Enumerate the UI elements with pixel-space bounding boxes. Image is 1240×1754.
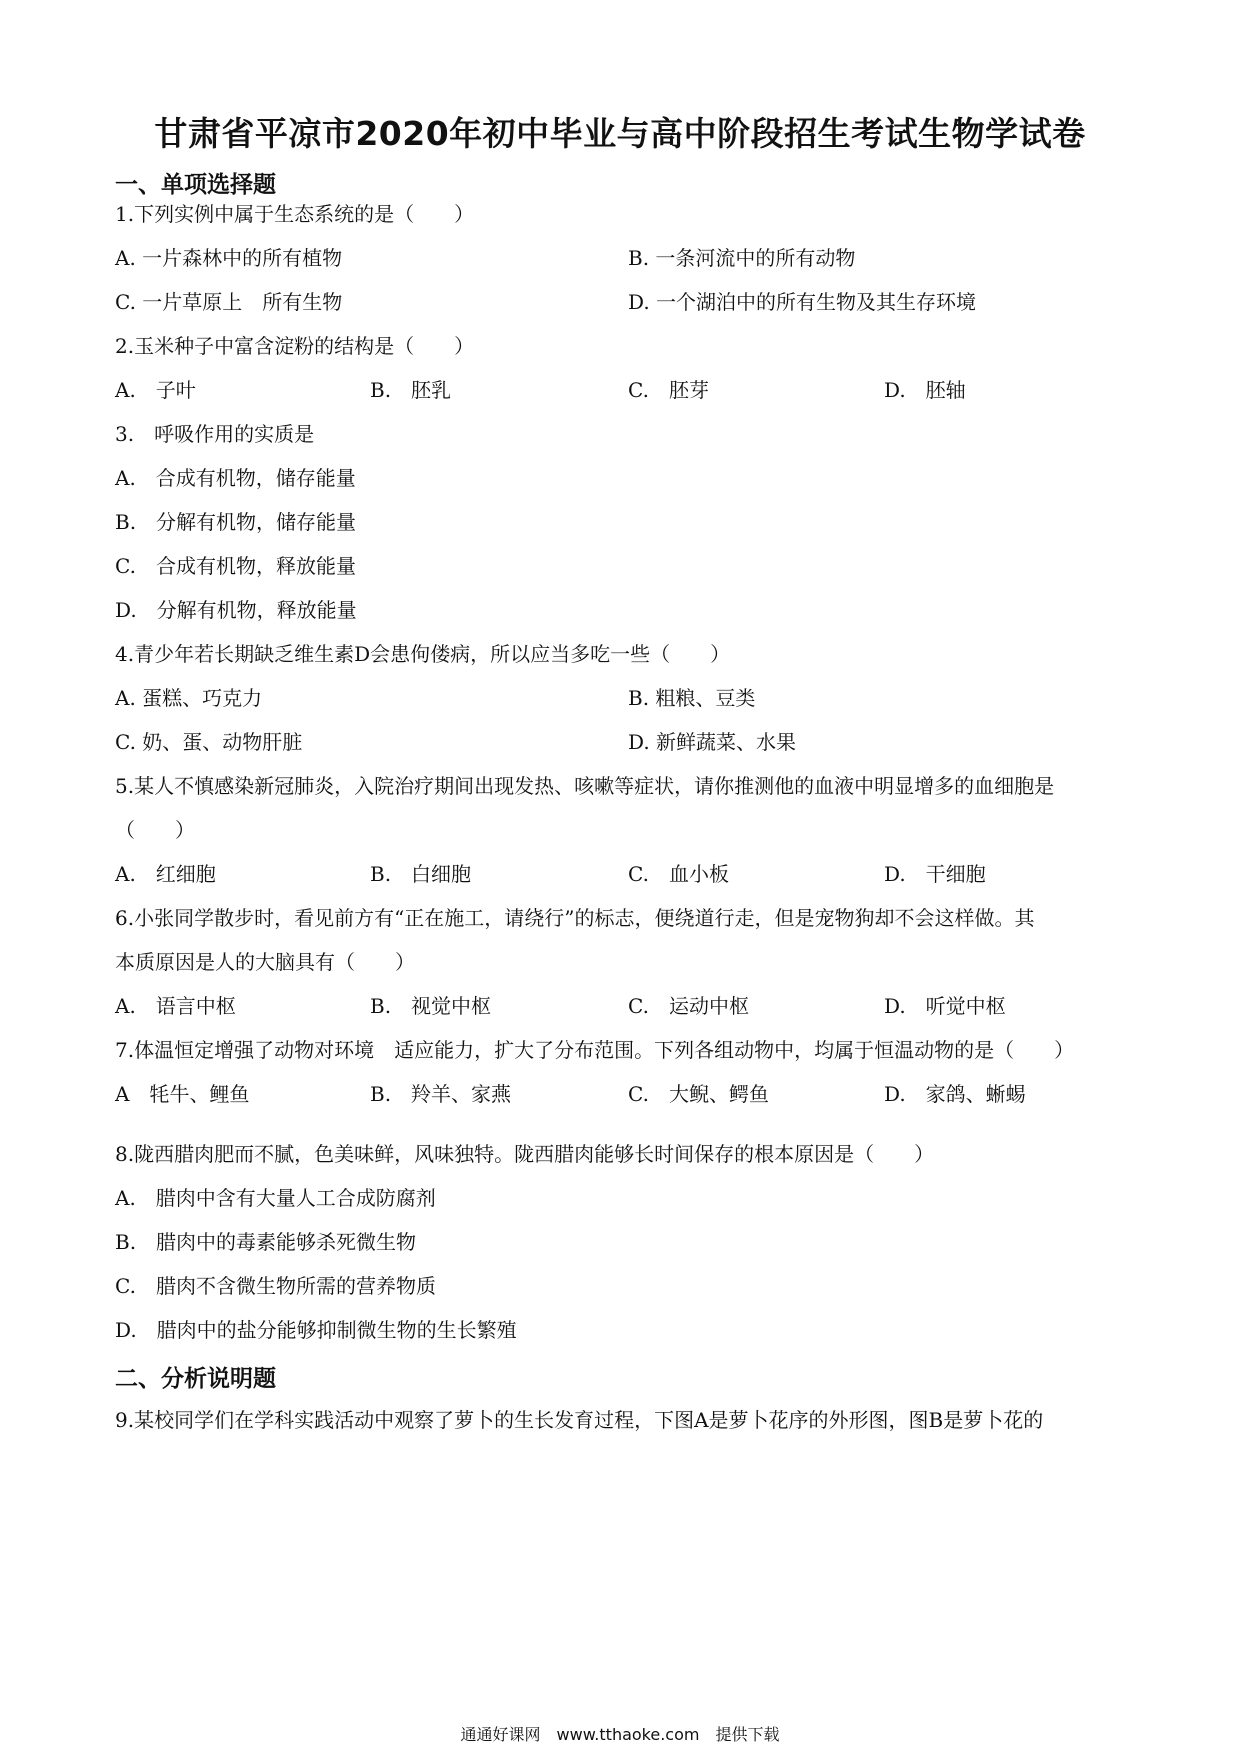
question-4-option-b: B. 粗粮、豆类 <box>628 686 756 710</box>
question-3-option-c: C. 合成有机物，释放能量 <box>115 554 356 578</box>
question-7-option-c: C. 大鲵、鳄鱼 <box>628 1082 769 1106</box>
question-3-option-a: A. 合成有机物，储存能量 <box>115 466 356 490</box>
section-heading-analysis: 二、分析说明题 <box>115 1366 276 1392</box>
question-4-option-d: D. 新鲜蔬菜、水果 <box>628 730 797 754</box>
question-2-option-d: D. 胚轴 <box>884 378 966 402</box>
question-1-option-c: C. 一片草原上 所有生物 <box>115 290 343 314</box>
question-9-stem: 9.某校同学们在学科实践活动中观察了萝卜的生长发育过程，下图A是萝卜花序的外形图，图B是萝卜花的 <box>115 1408 1044 1432</box>
question-6-stem: 6.小张同学散步时，看见前方有“正在施工，请绕行”的标志，便绕道行走，但是宠物狗却不会这样做。其 <box>115 906 1035 930</box>
question-7-option-b: B. 羚羊、家燕 <box>370 1082 512 1106</box>
question-8-option-b: B. 腊肉中的毒素能够杀死微生物 <box>115 1230 417 1254</box>
question-6-option-d: D. 听觉中枢 <box>884 994 1006 1018</box>
question-1-option-b: B. 一条河流中的所有动物 <box>628 246 856 270</box>
question-6-option-c: C. 运动中枢 <box>628 994 749 1018</box>
question-8-stem: 8.陇西腊肉肥而不腻，色美味鲜，风味独特。陇西腊肉能够长时间保存的根本原因是（ ） <box>115 1142 935 1166</box>
question-1-stem: 1.下列实例中属于生态系统的是（ ） <box>115 202 475 226</box>
question-3-option-d: D. 分解有机物，释放能量 <box>115 598 357 622</box>
question-6-stem-continued: 本质原因是人的大脑具有（ ） <box>115 950 415 974</box>
question-7-stem: 7.体温恒定增强了动物对环境 适应能力，扩大了分布范围。下列各组动物中，均属于恒温动物的是（ ） <box>115 1038 1075 1062</box>
question-2-option-b: B. 胚乳 <box>370 378 452 402</box>
question-4-option-a: A. 蛋糕、巧克力 <box>115 686 263 710</box>
question-7-option-a: A 牦牛、鲤鱼 <box>115 1082 250 1106</box>
footer-source-note: 通通好课网 www.tthaoke.com 提供下载 <box>460 1725 780 1744</box>
question-1-option-a: A. 一片森林中的所有植物 <box>115 246 343 270</box>
question-1-option-d: D. 一个湖泊中的所有生物及其生存环境 <box>628 290 977 314</box>
question-5-option-c: C. 血小板 <box>628 862 729 886</box>
question-7-option-d: D. 家鸽、蜥蜴 <box>884 1082 1026 1106</box>
question-6-option-b: B. 视觉中枢 <box>370 994 492 1018</box>
question-8-option-a: A. 腊肉中含有大量人工合成防腐剂 <box>115 1186 436 1210</box>
question-8-option-d: D. 腊肉中的盐分能够抑制微生物的生长繁殖 <box>115 1318 517 1342</box>
question-4-option-c: C. 奶、蛋、动物肝脏 <box>115 730 303 754</box>
exam-title: 甘肃省平凉市2020年初中毕业与高中阶段招生考试生物学试卷 <box>154 114 1086 153</box>
question-5-option-d: D. 干细胞 <box>884 862 986 886</box>
question-5-option-b: B. 白细胞 <box>370 862 472 886</box>
question-2-option-c: C. 胚芽 <box>628 378 709 402</box>
question-8-option-c: C. 腊肉不含微生物所需的营养物质 <box>115 1274 436 1298</box>
question-2-option-a: A. 子叶 <box>115 378 196 402</box>
section-heading-single-choice: 一、单项选择题 <box>115 172 276 198</box>
question-6-option-a: A. 语言中枢 <box>115 994 236 1018</box>
question-5-stem-continued: （ ） <box>115 818 195 842</box>
question-3-option-b: B. 分解有机物，储存能量 <box>115 510 357 534</box>
question-5-option-a: A. 红细胞 <box>115 862 216 886</box>
question-4-stem: 4.青少年若长期缺乏维生素D会患佝偻病，所以应当多吃一些（ ） <box>115 642 731 666</box>
question-5-stem: 5.某人不慎感染新冠肺炎，入院治疗期间出现发热、咳嗽等症状，请你推测他的血液中明显增多的血细胞是 <box>115 774 1055 798</box>
question-3-stem: 3. 呼吸作用的实质是 <box>115 422 315 446</box>
question-2-stem: 2.玉米种子中富含淀粉的结构是（ ） <box>115 334 475 358</box>
